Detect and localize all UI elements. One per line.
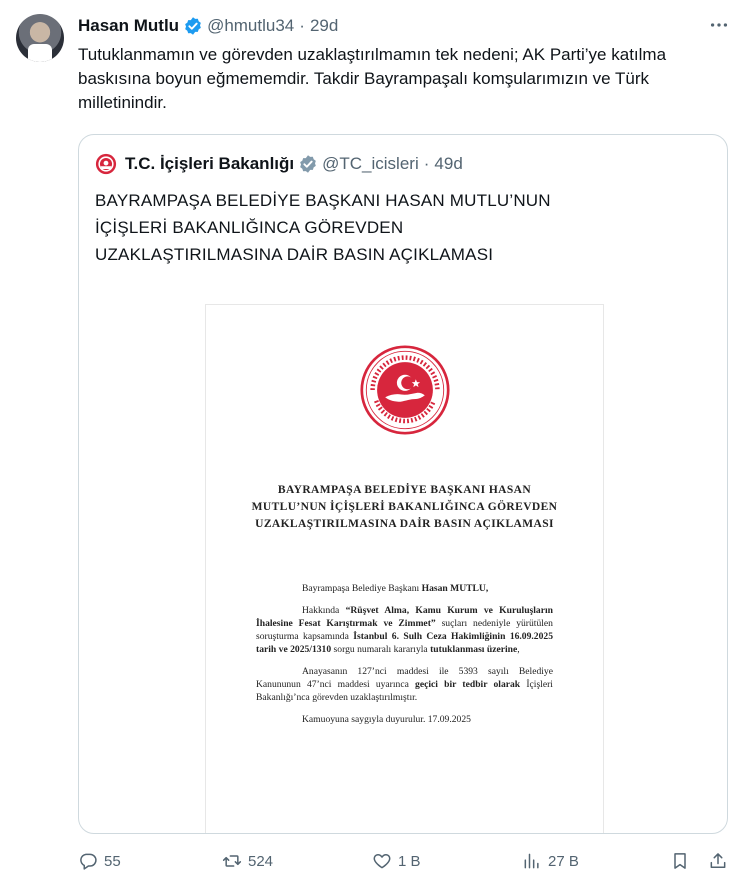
doc-text: Hakkında — [302, 605, 346, 616]
quote-author-name[interactable]: T.C. İçişleri Bakanlığı — [125, 154, 295, 173]
repost-button[interactable] — [222, 848, 273, 874]
press-release-image[interactable] — [206, 305, 603, 834]
view-count: 27 B — [548, 852, 579, 870]
quote-separator: · — [423, 154, 430, 173]
bookmark-icon — [670, 851, 690, 871]
quote-header — [95, 153, 463, 175]
views-button[interactable] — [522, 848, 579, 874]
separator: · — [299, 16, 305, 35]
doc-bold-text: İstanbul 6. Sulh Ceza Hakimliğinin 16.09.2025 tarih ve 2025/1310 — [256, 631, 553, 655]
action-bar — [78, 848, 734, 874]
share-icon — [708, 851, 728, 871]
more-icon[interactable] — [708, 14, 730, 36]
doc-bold-text: tutuklanması üzerine — [430, 644, 518, 655]
bookmark-button[interactable] — [670, 848, 696, 874]
quote-text: BAYRAMPAŞA BELEDİYE BAŞKANI HASAN MUTLU’NUN İÇİŞLERİ BAKANLIĞINCA GÖREVDEN UZAKLAŞTIRILMASINA DAİR BASIN AÇIKLAMASI — [95, 191, 551, 264]
reply-count: 55 — [104, 852, 121, 870]
like-button[interactable] — [372, 848, 421, 874]
document-paragraph — [256, 604, 553, 656]
gray-verified-badge-icon — [298, 154, 318, 174]
doc-text: , — [517, 644, 520, 655]
like-count: 1 B — [398, 852, 421, 870]
author-handle[interactable]: @hmutlu34 — [207, 16, 295, 35]
document-paragraph — [256, 665, 553, 704]
document-paragraph — [256, 582, 553, 595]
doc-bold-text: “Rüşvet Alma, Kamu Kurum ve Kuruluşların İhalesine Fesat Karıştırmak ve Zimmet” — [256, 605, 553, 629]
repost-icon — [222, 851, 242, 871]
tweet-header — [78, 14, 734, 38]
tweet-text: Tutuklanmamın ve görevden uzaklaştırılmamın tek nedeni; AK Parti’ye katılma baskısına boyun eğmememdir. Takdir Bayrampaşalı komşularımızın ve Türk milletinindir. — [78, 45, 667, 112]
avatar[interactable] — [16, 14, 64, 62]
document-title: BAYRAMPAŞA BELEDİYE BAŞKANI HASAN MUTLU’NUN İÇİŞLERİ BAKANLIĞINCA GÖREVDEN UZAKLAŞTIRILMASINA DAİR BASIN AÇIKLAMASI — [251, 484, 558, 530]
tweet-time[interactable]: 29d — [309, 16, 339, 35]
doc-text: İçişleri Bakanlığı’nca görevden uzaklaştırılmıştır. — [256, 679, 553, 703]
reply-icon — [78, 851, 98, 871]
views-icon — [522, 851, 542, 871]
quote-author-handle[interactable]: @TC_icisleri — [322, 154, 419, 173]
doc-bold-text: geçici bir tedbir olarak — [415, 679, 521, 690]
document-body — [256, 582, 553, 735]
quote-time[interactable]: 49d — [434, 154, 463, 173]
quoted-tweet[interactable] — [78, 134, 728, 834]
verified-badge-icon — [183, 16, 203, 36]
repost-count: 524 — [248, 852, 274, 870]
share-button[interactable] — [708, 848, 734, 874]
author-name[interactable]: Hasan Mutlu — [78, 16, 180, 35]
ministry-logo-icon — [95, 153, 117, 175]
doc-text: suçları nedeniyle yürütülen soruşturma kapsamında — [256, 618, 553, 642]
doc-bold-text: Hasan MUTLU, — [421, 583, 489, 594]
doc-text: Bayrampaşa Belediye Başkanı — [302, 583, 422, 594]
ministry-seal-icon — [360, 345, 450, 435]
doc-text: sorgu numaralı kararıyla — [331, 644, 431, 655]
reply-button[interactable] — [78, 848, 121, 874]
doc-text: Anayasanın 127’nci maddesi ile 5393 sayılı Belediye Kanununun 47’nci maddesi uyarınca — [256, 666, 553, 690]
like-icon — [372, 851, 392, 871]
document-paragraph: Kamuoyuna saygıyla duyurulur. 17.09.2025 — [302, 714, 471, 725]
